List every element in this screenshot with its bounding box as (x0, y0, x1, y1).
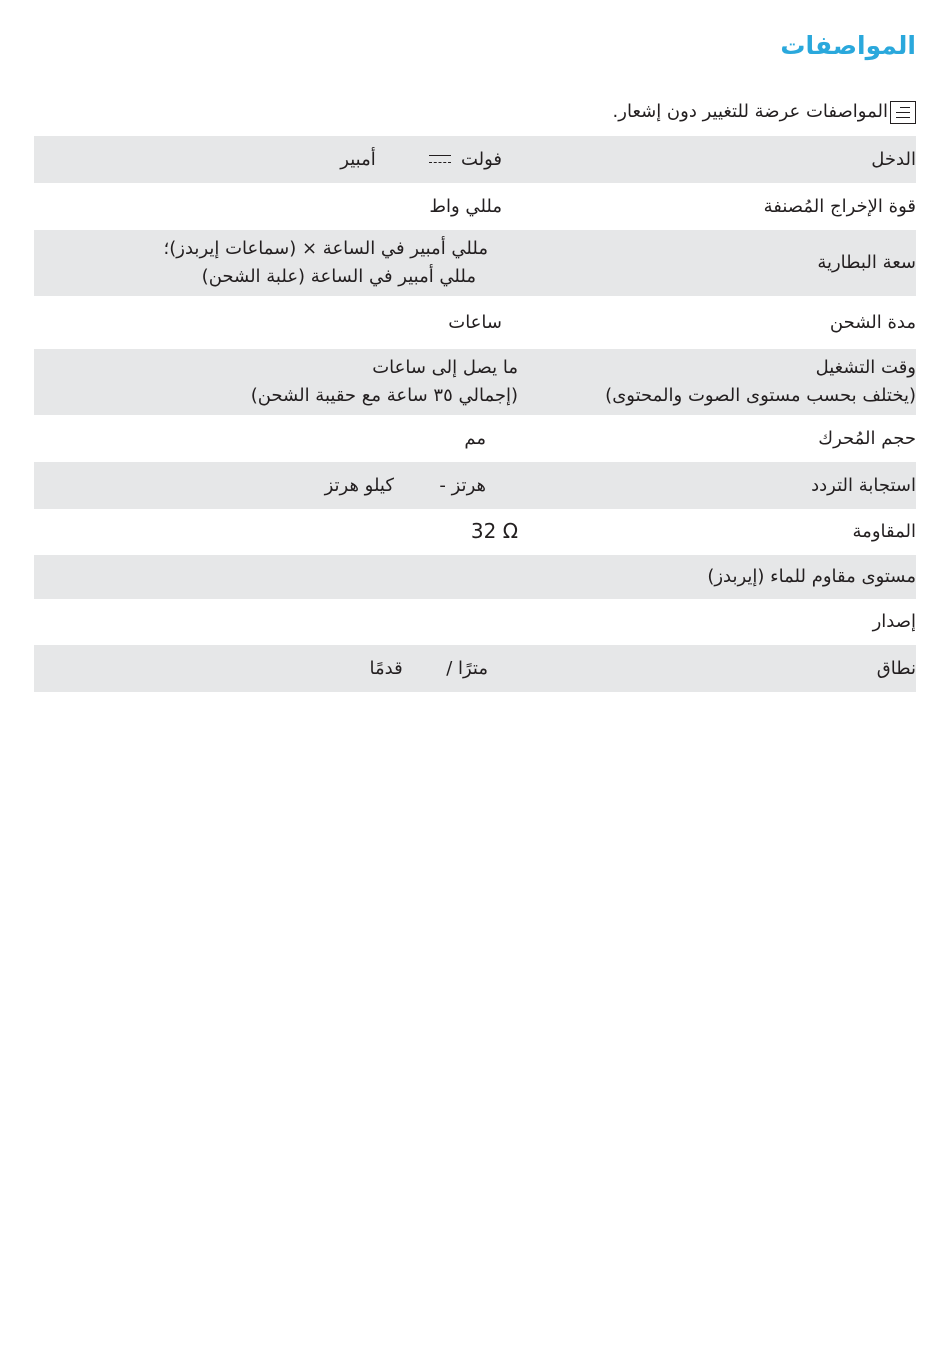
spec-note (613, 97, 916, 127)
table-row (34, 296, 916, 349)
row-label-driver: حجم المُحرك (818, 427, 916, 449)
input-amp-unit: أمبير (340, 148, 376, 170)
row-label-water-resistance: مستوى مقاوم للماء (إيربدز) (518, 555, 916, 599)
table-row (34, 509, 916, 555)
row-value-playtime (34, 349, 518, 415)
playtime-line-1: ما يصل إلى ساعات (372, 357, 518, 378)
table-row (34, 462, 916, 509)
table-row (34, 349, 916, 415)
dc-symbol-icon (429, 155, 451, 165)
table-row (34, 599, 916, 645)
row-value-version (34, 599, 518, 645)
row-value-range (34, 645, 518, 692)
row-label-input: الدخل (518, 136, 916, 183)
spec-table (34, 136, 916, 692)
battery-line-1: مللي أمبير في الساعة × (سماعات إيربدز)؛ (163, 238, 488, 259)
impedance-value: 32 Ω (470, 519, 518, 543)
frequency-high: كيلو هرتز (324, 474, 394, 496)
note-text: المواصفات عرضة للتغيير دون إشعار. (612, 101, 888, 122)
note-icon (890, 101, 916, 124)
page-title: المواصفات (780, 31, 916, 60)
table-row (34, 415, 916, 462)
row-label-playtime (518, 349, 916, 415)
row-value-frequency (34, 462, 518, 509)
input-volt-unit: فولت (460, 148, 502, 170)
row-value-output: مللي واط (429, 195, 502, 217)
range-feet: قدمًا (369, 657, 403, 679)
row-label-version: إصدار (872, 611, 916, 632)
row-value-battery (34, 230, 518, 296)
row-value-impedance (34, 509, 518, 555)
table-row (34, 183, 916, 230)
row-value-input (34, 136, 518, 183)
row-label-battery: سعة البطارية (518, 230, 916, 296)
table-row (34, 645, 916, 692)
row-value-charge-time: ساعات (448, 311, 502, 333)
range-meters: مترًا / (446, 657, 488, 679)
row-label-impedance: المقاومة (852, 521, 916, 542)
row-label-output: قوة الإخراج المُصنفة (763, 195, 916, 217)
frequency-low: هرتز - (439, 474, 486, 496)
row-value-driver: مم (464, 427, 486, 449)
row-label-range: نطاق (518, 645, 916, 692)
table-row (34, 555, 916, 599)
playtime-label-line-2: (يختلف بحسب مستوى الصوت والمحتوى) (605, 385, 916, 406)
battery-line-2: مللي أمبير في الساعة (علبة الشحن) (201, 266, 476, 287)
playtime-line-2: (إجمالي ٣٥ ساعة مع حقيبة الشحن) (250, 385, 518, 406)
table-row (34, 230, 916, 296)
table-row (34, 136, 916, 183)
playtime-label-line-1: وقت التشغيل (815, 357, 916, 378)
row-label-charge-time: مدة الشحن (829, 311, 916, 333)
row-value-water-resistance (34, 555, 518, 599)
row-label-frequency: استجابة التردد (518, 462, 916, 509)
